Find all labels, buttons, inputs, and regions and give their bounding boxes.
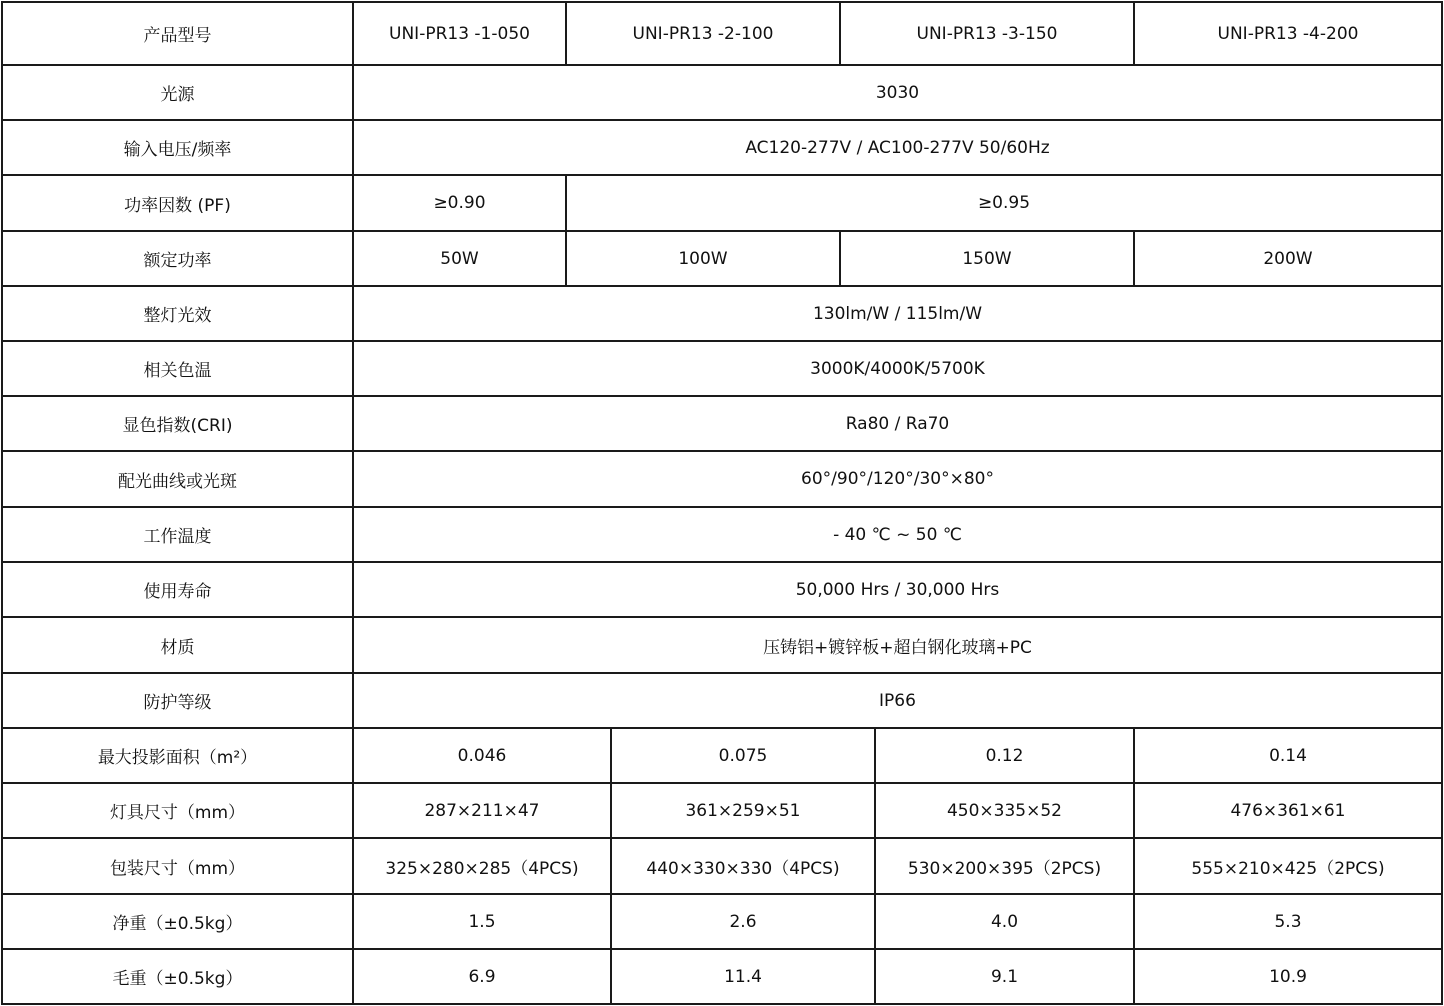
material-value: 压铸铝+镀锌板+超白钢化玻璃+PC	[352, 616, 1443, 674]
gross-weight-4: 10.9	[1133, 948, 1443, 1005]
package-size-1: 325×280×285（4PCS)	[352, 837, 612, 895]
projected-area-1: 0.046	[352, 727, 612, 784]
fixture-size-3: 450×335×52	[874, 782, 1135, 839]
lifetime-value: 50,000 Hrs / 30,000 Hrs	[352, 561, 1443, 618]
projected-area-2: 0.075	[610, 727, 876, 784]
power-factor-value-1: ≥0.90	[352, 174, 567, 232]
efficacy-value: 130lm/W / 115lm/W	[352, 285, 1443, 342]
net-weight-3: 4.0	[874, 893, 1135, 950]
gross-weight-label: 毛重（±0.5kg）	[1, 948, 354, 1005]
gross-weight-2: 11.4	[610, 948, 876, 1005]
package-size-4: 555×210×425（2PCS)	[1133, 837, 1443, 895]
net-weight-label: 净重（±0.5kg）	[1, 893, 354, 950]
package-size-3: 530×200×395（2PCS)	[874, 837, 1135, 895]
model-2: UNI-PR13 -2-100	[565, 1, 841, 66]
package-size-2: 440×330×330（4PCS)	[610, 837, 876, 895]
rated-power-4: 200W	[1133, 230, 1443, 287]
cri-label: 显色指数(CRI)	[1, 395, 354, 452]
power-factor-value-2: ≥0.95	[565, 174, 1443, 232]
rated-power-3: 150W	[839, 230, 1135, 287]
fixture-size-1: 287×211×47	[352, 782, 612, 839]
work-temp-value: - 40 ℃ ~ 50 ℃	[352, 506, 1443, 563]
power-factor-label: 功率因数 (PF)	[1, 174, 354, 232]
lifetime-label: 使用寿命	[1, 561, 354, 618]
rated-power-2: 100W	[565, 230, 841, 287]
model-3: UNI-PR13 -3-150	[839, 1, 1135, 66]
model-4: UNI-PR13 -4-200	[1133, 1, 1443, 66]
projected-area-4: 0.14	[1133, 727, 1443, 784]
model-1: UNI-PR13 -1-050	[352, 1, 567, 66]
protection-value: IP66	[352, 672, 1443, 729]
gross-weight-3: 9.1	[874, 948, 1135, 1005]
header-label: 产品型号	[1, 1, 354, 66]
input-voltage-label: 输入电压/频率	[1, 119, 354, 176]
cri-value: Ra80 / Ra70	[352, 395, 1443, 452]
light-source-value: 3030	[352, 64, 1443, 121]
beam-value: 60°/90°/120°/30°×80°	[352, 450, 1443, 508]
input-voltage-value: AC120-277V / AC100-277V 50/60Hz	[352, 119, 1443, 176]
net-weight-1: 1.5	[352, 893, 612, 950]
projected-area-3: 0.12	[874, 727, 1135, 784]
fixture-size-label: 灯具尺寸（mm）	[1, 782, 354, 839]
efficacy-label: 整灯光效	[1, 285, 354, 342]
light-source-label: 光源	[1, 64, 354, 121]
net-weight-2: 2.6	[610, 893, 876, 950]
work-temp-label: 工作温度	[1, 506, 354, 563]
protection-label: 防护等级	[1, 672, 354, 729]
package-size-label: 包装尺寸（mm）	[1, 837, 354, 895]
projected-area-label: 最大投影面积（m²）	[1, 727, 354, 784]
cct-label: 相关色温	[1, 340, 354, 397]
fixture-size-4: 476×361×61	[1133, 782, 1443, 839]
rated-power-1: 50W	[352, 230, 567, 287]
material-label: 材质	[1, 616, 354, 674]
beam-label: 配光曲线或光斑	[1, 450, 354, 508]
gross-weight-1: 6.9	[352, 948, 612, 1005]
rated-power-label: 额定功率	[1, 230, 354, 287]
cct-value: 3000K/4000K/5700K	[352, 340, 1443, 397]
fixture-size-2: 361×259×51	[610, 782, 876, 839]
net-weight-4: 5.3	[1133, 893, 1443, 950]
